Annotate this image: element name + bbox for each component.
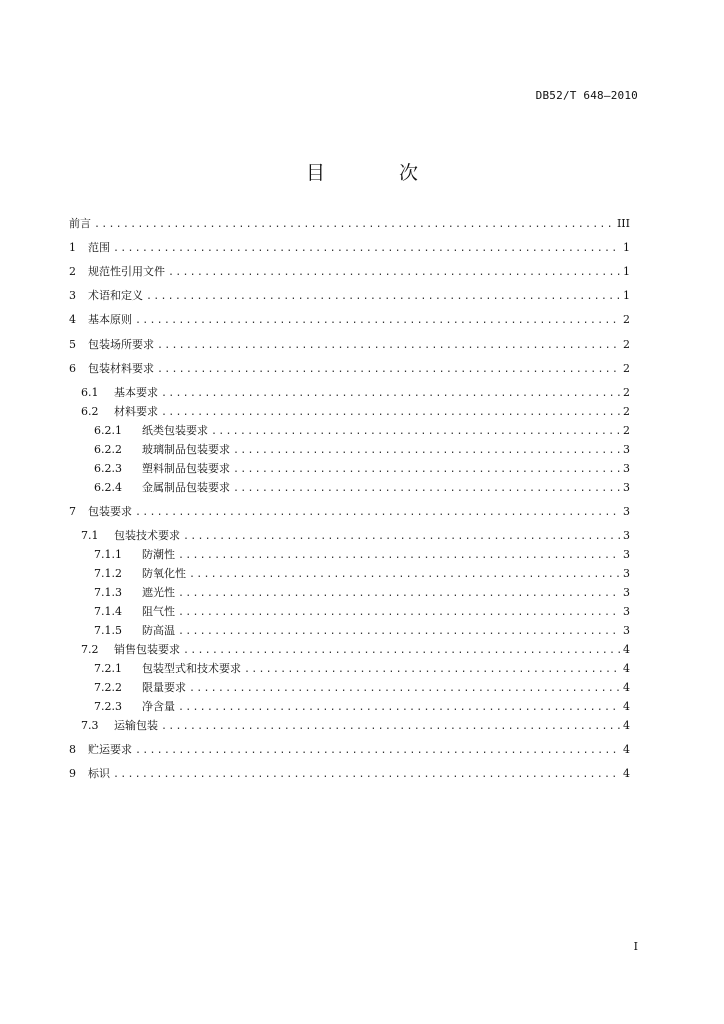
toc-entry-page: 3 <box>623 505 630 518</box>
toc-entry-number: 7.2.3 <box>94 700 122 713</box>
toc-entry-title: 贮运要求 <box>88 743 132 756</box>
toc-entry[interactable] <box>69 383 630 403</box>
dot-leader <box>178 546 620 566</box>
dot-leader <box>135 503 620 523</box>
dot-leader <box>135 311 620 331</box>
toc-entry[interactable] <box>69 640 630 660</box>
dot-leader <box>178 622 620 642</box>
toc-entry-number: 2 <box>69 265 76 278</box>
toc-entry-number: 9 <box>69 767 76 780</box>
toc-entry-number: 6.2.2 <box>94 443 122 456</box>
toc-entry-page: 1 <box>623 241 630 254</box>
page-number: I <box>633 940 638 953</box>
toc-entry-number: 6.1 <box>81 386 99 399</box>
toc-entry-title: 纸类包装要求 <box>142 424 208 437</box>
toc-entry-title: 包装型式和技术要求 <box>142 662 241 675</box>
toc-entry-number: 7.1 <box>81 529 99 542</box>
toc-entry-page: 3 <box>623 548 630 561</box>
toc-entry-title: 基本要求 <box>114 386 158 399</box>
toc-entry-title: 销售包装要求 <box>114 643 180 656</box>
dot-leader <box>135 741 620 761</box>
dot-leader <box>161 403 620 423</box>
toc-entry[interactable] <box>69 459 630 479</box>
toc-entry-page: 4 <box>623 681 630 694</box>
dot-leader <box>168 263 620 283</box>
dot-leader <box>233 441 620 461</box>
toc-entry-number: 6.2.3 <box>94 462 122 475</box>
toc-entry-number: 5 <box>69 338 76 351</box>
toc-entry-page: 3 <box>623 481 630 494</box>
toc-entry-number: 3 <box>69 289 76 302</box>
toc-entry-page: III <box>616 217 630 230</box>
dot-leader <box>233 460 620 480</box>
dot-leader <box>233 479 620 499</box>
toc-entry[interactable] <box>69 764 630 784</box>
toc-entry-page: 3 <box>623 586 630 599</box>
toc-entry-page: 4 <box>623 767 630 780</box>
toc-entry[interactable] <box>69 286 630 306</box>
toc-entry-number: 7.1.4 <box>94 605 122 618</box>
toc-entry-title: 运输包装 <box>114 719 158 732</box>
toc-entry-page: 4 <box>623 643 630 656</box>
dot-leader <box>189 679 620 699</box>
toc-entry-number: 7.2 <box>81 643 99 656</box>
toc-entry-page: 4 <box>623 662 630 675</box>
toc-entry-number: 7 <box>69 505 76 518</box>
toc-entry-page: 2 <box>623 313 630 326</box>
toc-entry-title: 净含量 <box>142 700 175 713</box>
toc-entry[interactable] <box>69 697 630 717</box>
dot-leader <box>211 422 620 442</box>
toc-entry-page: 2 <box>623 405 630 418</box>
toc-entry-title: 包装场所要求 <box>88 338 154 351</box>
toc-entry-page: 3 <box>623 529 630 542</box>
toc-entry-number: 7.1.2 <box>94 567 122 580</box>
toc-entry-title: 限量要求 <box>142 681 186 694</box>
toc-entry[interactable] <box>69 678 630 698</box>
toc-entry[interactable] <box>69 740 630 760</box>
toc-entry-page: 2 <box>623 362 630 375</box>
dot-leader <box>157 336 620 356</box>
toc-entry-title: 材料要求 <box>114 405 158 418</box>
toc-entry-number: 4 <box>69 313 76 326</box>
dot-leader <box>161 717 620 737</box>
page-title: 目 次 <box>305 162 453 184</box>
toc-entry[interactable] <box>69 602 630 622</box>
dot-leader <box>161 384 620 404</box>
toc-entry[interactable] <box>69 440 630 460</box>
toc-entry-number: 1 <box>69 241 76 254</box>
dot-leader <box>178 603 620 623</box>
toc-entry-title: 规范性引用文件 <box>88 265 165 278</box>
toc-entry[interactable] <box>69 502 630 522</box>
toc-entry[interactable] <box>69 262 630 282</box>
toc-entry-number: 7.1.5 <box>94 624 122 637</box>
toc-entry-page: 3 <box>623 443 630 456</box>
toc-entry-page: 2 <box>623 386 630 399</box>
toc-entry-page: 4 <box>623 700 630 713</box>
toc-entry-number: 6.2 <box>81 405 99 418</box>
toc-entry-number: 6 <box>69 362 76 375</box>
dot-leader <box>178 584 620 604</box>
toc-entry-page: 1 <box>623 289 630 302</box>
toc-entry-title: 标识 <box>88 767 110 780</box>
toc-entry-page: 4 <box>623 743 630 756</box>
document-code: DB52/T 648—2010 <box>535 89 638 102</box>
toc-entry-title: 玻璃制品包装要求 <box>142 443 230 456</box>
toc-entry-page: 3 <box>623 624 630 637</box>
dot-leader <box>94 215 614 235</box>
toc-entry-number: 8 <box>69 743 76 756</box>
toc-entry-page: 1 <box>623 265 630 278</box>
toc-entry-page: 3 <box>623 462 630 475</box>
toc-entry-number: 6.2.1 <box>94 424 122 437</box>
dot-leader <box>113 239 620 259</box>
toc-entry-number: 7.3 <box>81 719 99 732</box>
toc-entry[interactable] <box>69 526 630 546</box>
toc-entry[interactable] <box>69 716 630 736</box>
toc-entry-page: 2 <box>623 424 630 437</box>
toc-entry-number: 7.1.3 <box>94 586 122 599</box>
toc-entry-page: 2 <box>623 338 630 351</box>
toc-entry[interactable] <box>69 335 630 355</box>
toc-entry-title: 防潮性 <box>142 548 175 561</box>
dot-leader <box>189 565 620 585</box>
dot-leader <box>183 641 620 661</box>
toc-entry-title: 防高温 <box>142 624 175 637</box>
toc-entry[interactable] <box>69 583 630 603</box>
dot-leader <box>146 287 620 307</box>
toc-entry-title: 术语和定义 <box>88 289 143 302</box>
toc-entry-title: 包装技术要求 <box>114 529 180 542</box>
toc-entry-page: 3 <box>623 605 630 618</box>
toc-entry-number: 7.2.1 <box>94 662 122 675</box>
toc-entry[interactable] <box>69 659 630 679</box>
dot-leader <box>113 765 620 785</box>
toc-entry-title: 基本原则 <box>88 313 132 326</box>
toc-entry-title: 包装材料要求 <box>88 362 154 375</box>
toc-entry[interactable] <box>69 621 630 641</box>
dot-leader <box>183 527 620 547</box>
toc-entry-title: 阻气性 <box>142 605 175 618</box>
toc-entry-title: 塑料制品包装要求 <box>142 462 230 475</box>
toc-entry-page: 3 <box>623 567 630 580</box>
toc-entry-page: 4 <box>623 719 630 732</box>
toc-entry[interactable] <box>69 214 630 234</box>
toc-entry-title: 防氧化性 <box>142 567 186 580</box>
toc-entry-title: 前言 <box>69 217 91 230</box>
toc-entry-title: 范围 <box>88 241 110 254</box>
toc-entry[interactable] <box>69 478 630 498</box>
toc-entry[interactable] <box>69 564 630 584</box>
toc-entry-number: 6.2.4 <box>94 481 122 494</box>
dot-leader <box>157 360 620 380</box>
toc-entry-title: 遮光性 <box>142 586 175 599</box>
toc-entry[interactable] <box>69 545 630 565</box>
toc-entry-number: 7.2.2 <box>94 681 122 694</box>
dot-leader <box>178 698 620 718</box>
toc-entry[interactable] <box>69 238 630 258</box>
toc-entry-number: 7.1.1 <box>94 548 122 561</box>
toc-entry[interactable] <box>69 359 630 379</box>
toc-entry[interactable] <box>69 402 630 422</box>
toc-entry[interactable] <box>69 310 630 330</box>
toc-entry[interactable] <box>69 421 630 441</box>
dot-leader <box>244 660 620 680</box>
toc-entry-title: 金属制品包装要求 <box>142 481 230 494</box>
toc-entry-title: 包装要求 <box>88 505 132 518</box>
